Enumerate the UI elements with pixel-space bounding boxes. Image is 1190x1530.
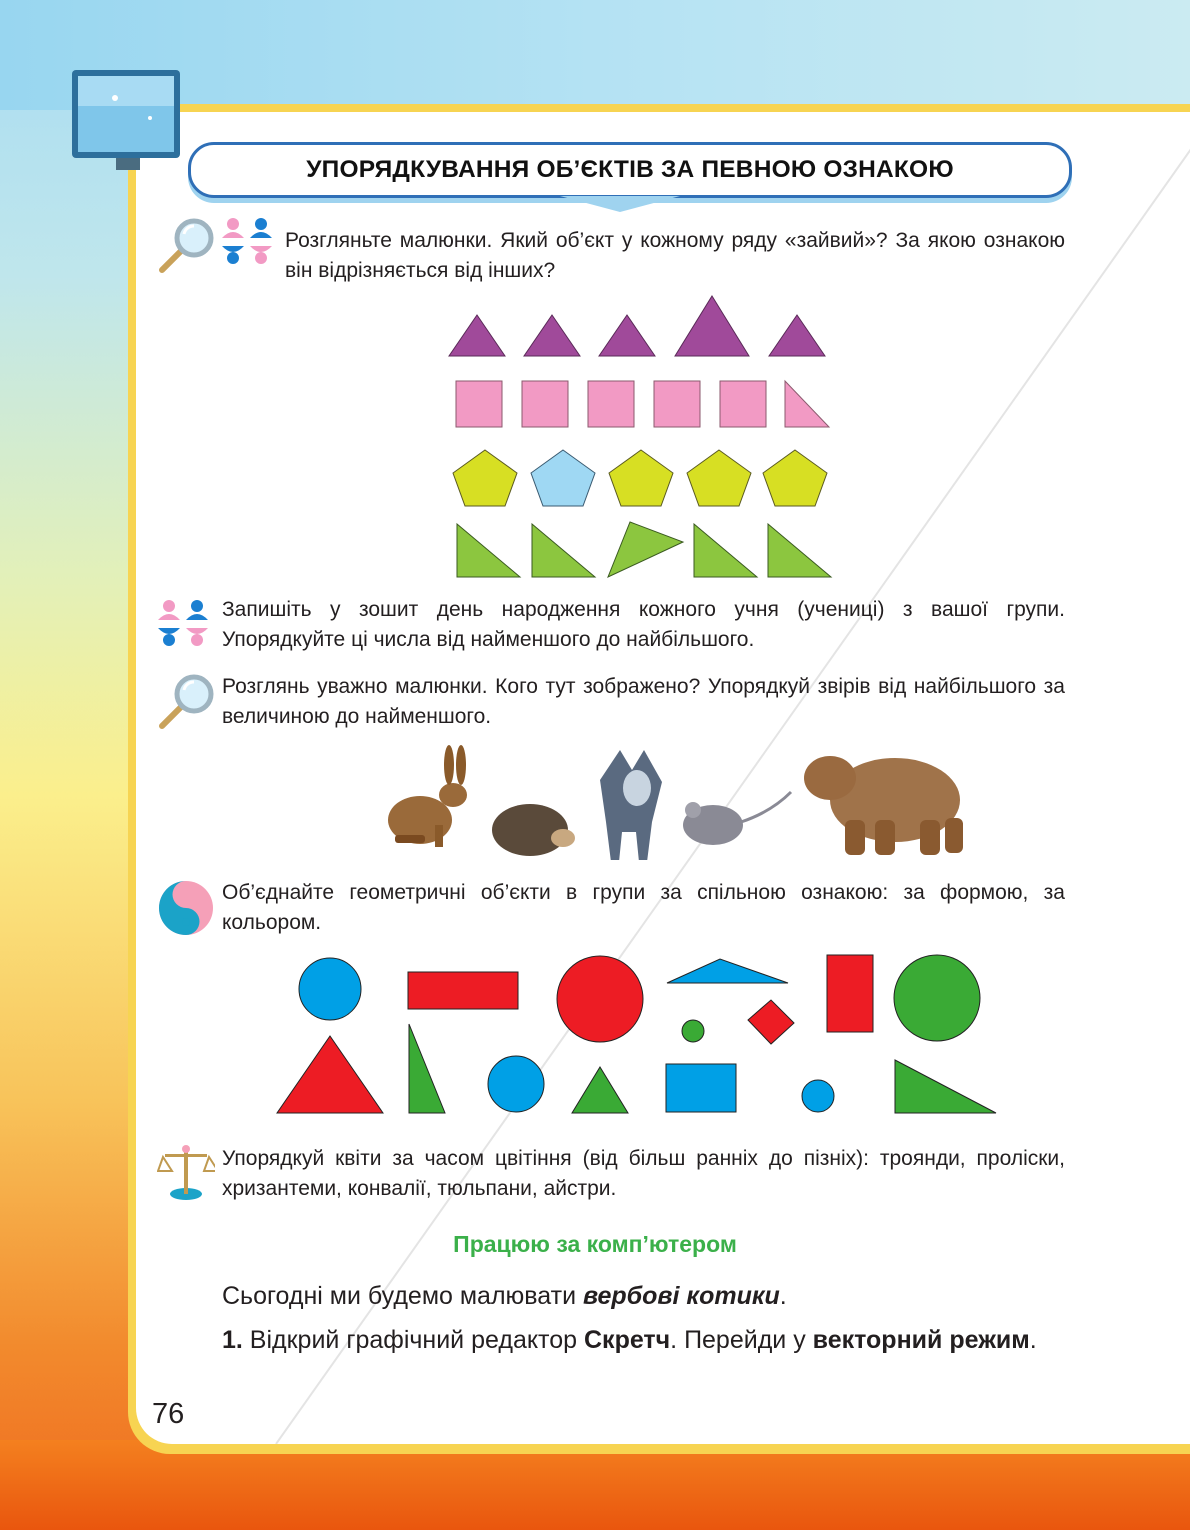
magnifier-icon	[156, 216, 216, 276]
intro-end: .	[779, 1282, 787, 1310]
hare-image	[388, 745, 467, 847]
title-banner	[188, 142, 1072, 198]
mouse-image	[683, 792, 791, 845]
geometric-objects	[270, 950, 1010, 1120]
step-1-text-c: . Перейди у	[670, 1326, 813, 1354]
task-2-text: Запишіть у зошит день народження кожного учня (учениці) з вашої групи. Упорядкуйте ці числа від найменшого до найбільшого.	[222, 598, 1065, 651]
scales-icon	[157, 1140, 215, 1202]
row-right-triangles	[457, 522, 831, 577]
hedgehog-image	[492, 804, 575, 856]
step-1-text-a: Відкрий графічний редактор	[242, 1326, 584, 1354]
bear-image	[804, 756, 963, 855]
group-work-icon	[218, 212, 276, 270]
page-number: 76	[152, 1398, 185, 1430]
animals-illustration	[375, 740, 975, 860]
step-1-mode: векторний режим	[812, 1326, 1030, 1354]
row-triangles	[449, 296, 825, 356]
intro-emphasis: вербові котики	[583, 1282, 780, 1310]
intro-paragraph	[222, 1278, 1082, 1314]
odd-one-out-shapes	[440, 290, 840, 585]
task-1-text: Розгляньте малюнки. Який об’єкт у кожному ряду «зайвий»? За якою ознакою він відрізняється від інших?	[285, 229, 1065, 282]
row-squares	[456, 381, 829, 427]
task-5-text: Упорядкуй квіти за часом цвітіння (від більш ранніх до пізніх): троянди, проліски, хризантеми, конвалії, тюльпани, айстри.	[222, 1147, 1065, 1200]
section-title: Працюю за комп’ютером	[453, 1231, 737, 1257]
step-1	[222, 1322, 1099, 1358]
step-1-number: 1.	[222, 1326, 243, 1354]
intro-text: Сьогодні ми будемо малювати	[222, 1282, 584, 1310]
monitor-icon	[70, 68, 190, 178]
task-4-text: Об’єднайте геометричні об’єкти в групи за спільною ознакою: за формою, за кольором.	[222, 881, 1065, 934]
group-work-icon	[154, 594, 212, 652]
task-3-text: Розглянь уважно малюнки. Кого тут зображено? Упорядкуй звірів від найбільшого за величиною до найменшого.	[222, 675, 1065, 728]
step-1-text-e: .	[1029, 1326, 1037, 1354]
page-title: УПОРЯДКУВАННЯ ОБ’ЄКТІВ ЗА ПЕВНОЮ ОЗНАКОЮ	[306, 156, 954, 183]
title-pointer	[560, 196, 680, 214]
shapes-icon	[157, 878, 215, 938]
row-pentagons	[453, 450, 827, 506]
wolf-image	[600, 750, 662, 860]
magnifier-icon	[156, 672, 216, 732]
step-1-app-name: Скретч	[584, 1326, 671, 1354]
